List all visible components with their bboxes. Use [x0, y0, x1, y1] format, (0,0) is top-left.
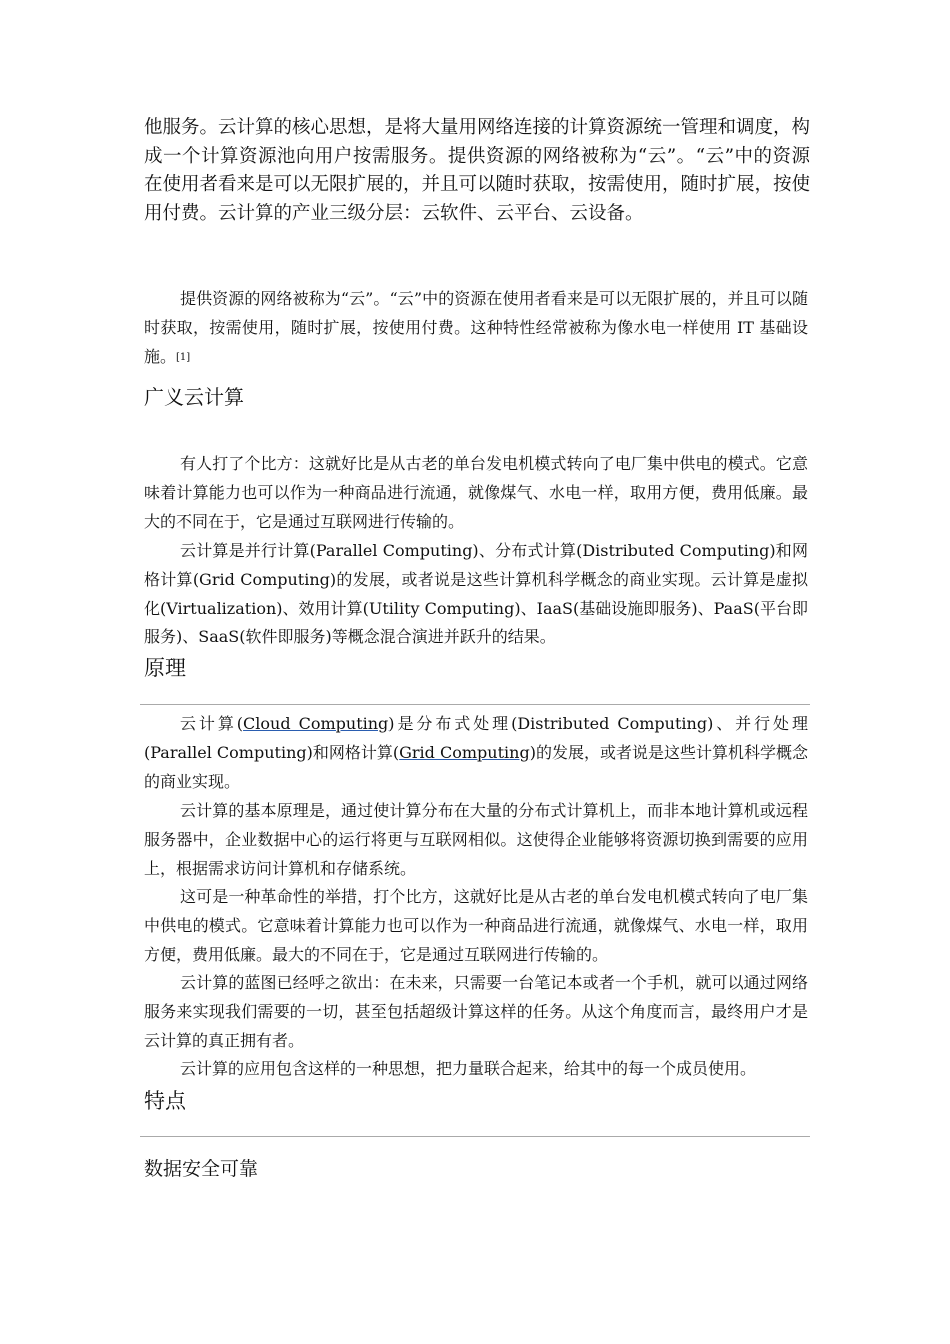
heading-broad-cloud: 广义云计算	[144, 385, 244, 409]
principle-paragraph-5: 云计算的应用包含这样的一种思想，把力量联合起来，给其中的每一个成员使用。	[180, 1059, 757, 1078]
grid-computing-link[interactable]: Grid Computing	[399, 742, 530, 762]
principle-p1-mid: )是分布式处理(Distributed Computing)、并行处理(Parallel Computing)和网格计算(	[144, 714, 808, 762]
heading-data-security: 数据安全可靠	[144, 1158, 259, 1180]
analogy-paragraph: 有人打了个比方：这就好比是从古老的单台发电机模式转向了电厂集中供电的模式。它意味着计算能力也可以作为一种商品进行流通，就像煤气、水电一样，取用方便，费用低廉。最大的不同在于，它是通过互联网进行传输的。	[144, 454, 808, 531]
principle-p1-suffix: )的发展，或者说是这些计算机科学概念的商业实现。	[144, 742, 808, 791]
evolution-paragraph: 云计算是并行计算(Parallel Computing)、分布式计算(Distributed Computing)和网格计算(Grid Computing)的发展，或者说是这些计算机科学概念的商业实现。云计算是虚拟化(Virtualization)、效用计算(Utility Computing)、IaaS(基础设施即服务)、PaaS(平台即服务)、SaaS(软件即服务)等概念混合演进并跃升的结果。	[144, 541, 808, 647]
principle-paragraph-4: 云计算的蓝图已经呼之欲出：在未来，只需要一台笔记本或者一个手机，就可以通过网络服务来实现我们需要的一切，甚至包括超级计算这样的任务。从这个角度而言，最终用户才是云计算的真正拥有者。	[144, 973, 808, 1050]
heading-features: 特点	[144, 1089, 186, 1113]
heading-principle: 原理	[144, 656, 186, 680]
intro-paragraph: 他服务。云计算的核心思想，是将大量用网络连接的计算资源统一管理和调度，构成一个计算资源池向用户按需服务。提供资源的网络被称为“云”。“云”中的资源在使用者看来是可以无限扩展的，并且可以随时获取，按需使用，随时扩展，按使用付费。云计算的产业三级分层：云软件、云平台、云设备。	[144, 117, 811, 224]
section-divider	[140, 704, 810, 705]
principle-paragraph-1	[144, 710, 808, 796]
citation-ref[interactable]: [1]	[176, 351, 191, 363]
section-divider	[140, 1136, 810, 1137]
principle-paragraph-3: 这可是一种革命性的举措，打个比方，这就好比是从古老的单台发电机模式转向了电厂集中供电的模式。它意味着计算能力也可以作为一种商品进行流通，就像煤气、水电一样，取用方便，费用低廉。最大的不同在于，它是通过互联网进行传输的。	[144, 887, 808, 964]
cloud-computing-link[interactable]: Cloud Computing	[243, 714, 389, 733]
principle-p1-prefix: 云计算(	[180, 714, 244, 733]
resources-paragraph	[144, 285, 808, 372]
resources-paragraph-text: 提供资源的网络被称为“云”。“云”中的资源在使用者看来是可以无限扩展的，并且可以随时获取，按需使用，随时扩展，按使用付费。这种特性经常被称为像水电一样使用 IT 基础设施。	[144, 289, 808, 366]
principle-paragraph-2: 云计算的基本原理是，通过使计算分布在大量的分布式计算机上，而非本地计算机或远程服务器中，企业数据中心的运行将更与互联网相似。这使得企业能够将资源切换到需要的应用上，根据需求访问计算机和存储系统。	[144, 801, 808, 878]
